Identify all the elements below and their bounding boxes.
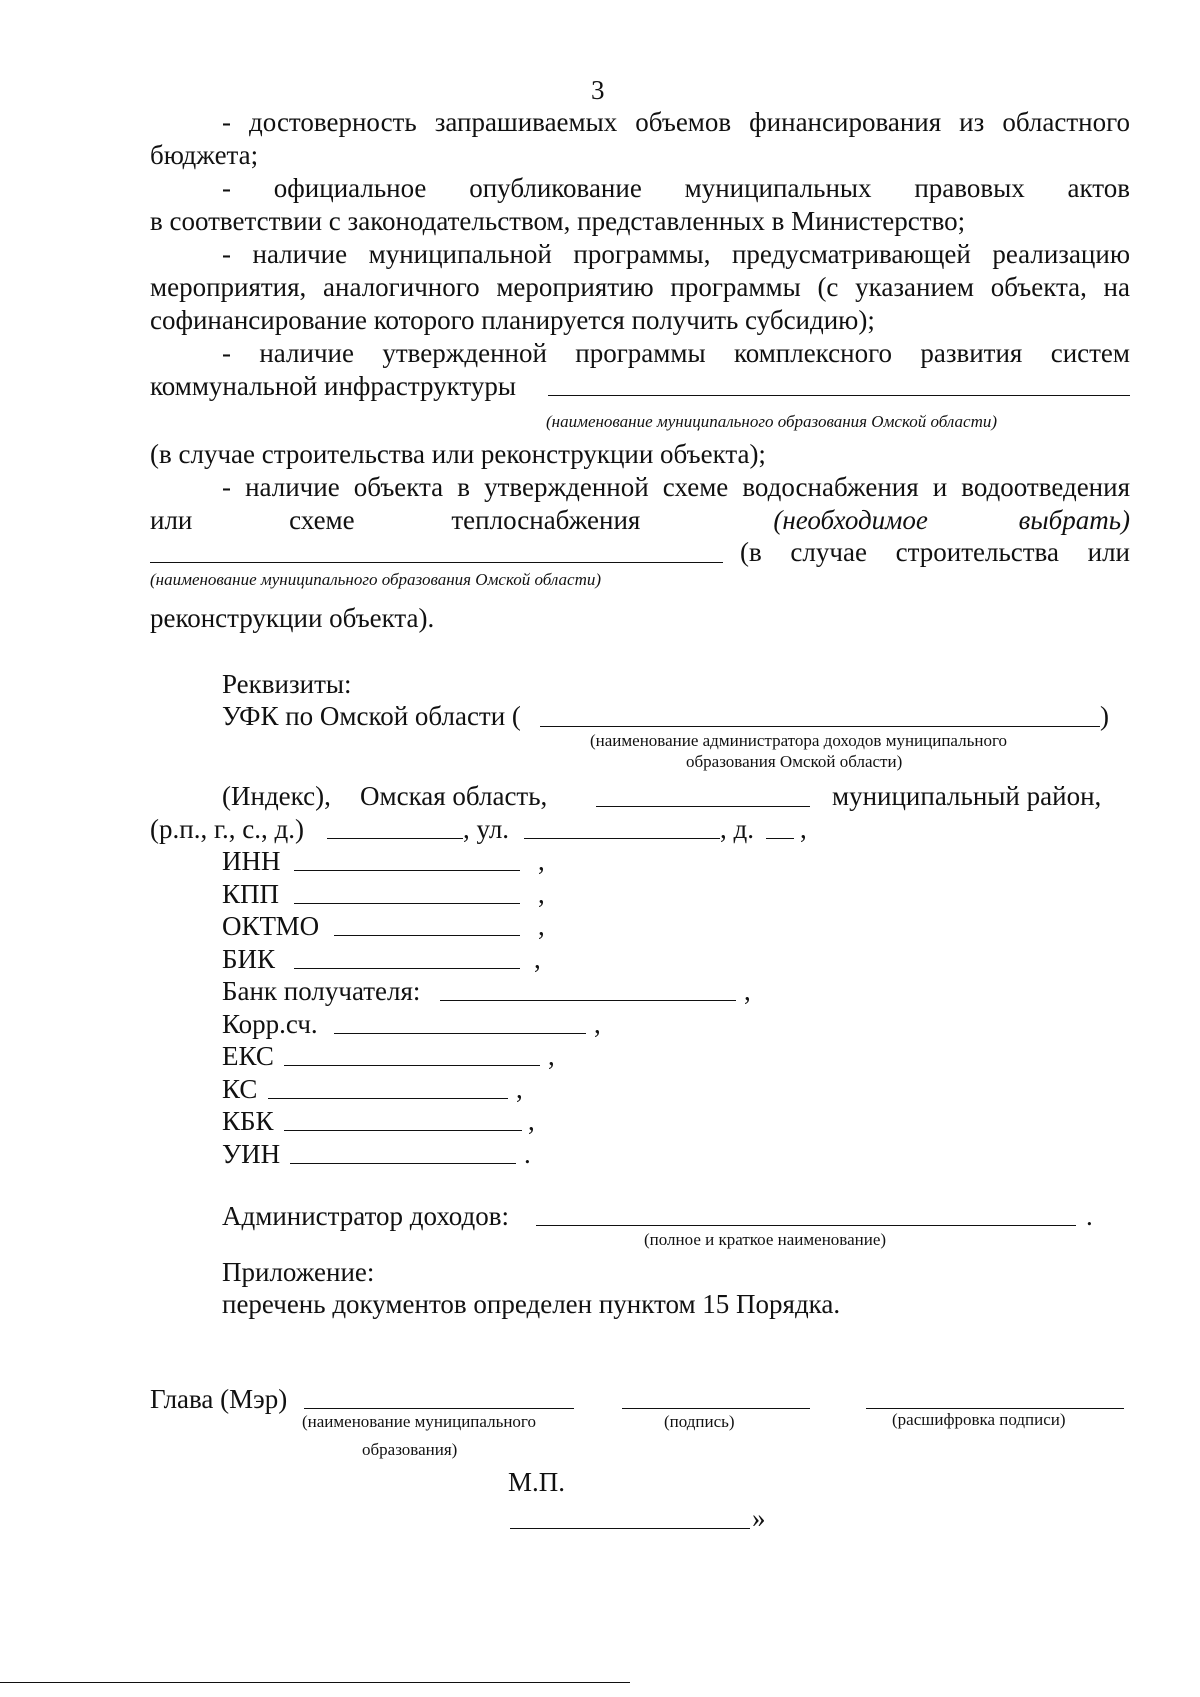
scheme-name-caption: (наименование муниципального образования Омской области): [150, 570, 602, 589]
ufk-name-blank: [540, 726, 1100, 727]
para-5-line-2-or: [150, 504, 1130, 536]
administrator-caption: (полное и краткое наименование): [644, 1230, 887, 1249]
para-1-line-1: - достоверность запрашиваемых объемов финансирования из областного: [222, 107, 1130, 137]
field-uin-blank: [290, 1163, 516, 1164]
field-oktmo-end: ,: [538, 911, 545, 941]
appendix-text: перечень документов определен пунктом 15 Порядка.: [222, 1289, 841, 1319]
field-kbk-label: КБК: [222, 1106, 274, 1136]
administrator-blank: [536, 1225, 1076, 1226]
address-locality: (р.п., г., с., д.): [150, 814, 304, 844]
para-3-line-3: софинансирование которого планируется получить субсидию);: [150, 305, 875, 335]
address-house: , д.: [720, 814, 754, 844]
locality-blank: [327, 838, 463, 839]
para-5-line-2-plain: или схеме теплоснабжения: [150, 505, 641, 535]
para-2-line-1: - официальное опубликование муниципальных правовых актов: [222, 173, 1130, 203]
administrator-label: Администратор доходов:: [222, 1201, 510, 1231]
field-inn-label: ИНН: [222, 846, 281, 876]
infrastructure-name-blank: [548, 395, 1130, 396]
appendix-heading: Приложение:: [222, 1257, 375, 1287]
field-ks-blank: [268, 1098, 508, 1099]
stamp-place: М.П.: [508, 1467, 566, 1497]
municipality-name-blank: [304, 1408, 574, 1409]
house-blank: [766, 838, 794, 839]
caption-signature: (подпись): [664, 1412, 735, 1431]
signature-decode-blank: [866, 1408, 1124, 1409]
signature-blank: [622, 1408, 810, 1409]
field-bik-label: БИК: [222, 944, 276, 974]
address-index: (Индекс),: [222, 781, 331, 811]
closing-quote: »: [752, 1503, 766, 1533]
field-uin-end: .: [524, 1139, 531, 1169]
field-kpp-blank: [294, 903, 520, 904]
para-2-line-2: в соответствии с законодательством, представленных в Министерство;: [150, 206, 966, 236]
para-5-line-3: (в случае строительства или: [740, 537, 1130, 567]
region-blank: [596, 806, 810, 807]
field-uin-label: УИН: [222, 1139, 281, 1169]
ufk-close-paren: ): [1100, 701, 1109, 731]
field-kpp-end: ,: [538, 879, 545, 909]
head-label: Глава (Мэр): [150, 1384, 288, 1414]
field-eks-label: ЕКС: [222, 1041, 274, 1071]
requisites-heading: Реквизиты:: [222, 669, 352, 699]
para-3-line-2: мероприятия, аналогичного мероприятию программы (с указанием объекта, на: [150, 272, 1130, 302]
field-corr-blank: [334, 1033, 586, 1034]
scheme-name-blank: [150, 562, 723, 563]
field-kbk-blank: [284, 1130, 522, 1131]
para-1-line-2: бюджета;: [150, 140, 259, 170]
ufk-label: УФК по Омской области (: [222, 701, 521, 731]
field-ks-label: КС: [222, 1074, 258, 1104]
field-eks-blank: [284, 1065, 540, 1066]
street-blank: [524, 838, 720, 839]
ufk-caption-line-1: (наименование администратора доходов муниципального: [590, 731, 1008, 750]
field-bank-label: Банк получателя:: [222, 976, 421, 1006]
field-corr-end: ,: [594, 1009, 601, 1039]
field-bank-end: ,: [744, 976, 751, 1006]
field-corr-label: Корр.сч.: [222, 1009, 318, 1039]
para-4-line-3: (в случае строительства или реконструкции объекта);: [150, 439, 766, 469]
para-5-line-4: реконструкции объекта).: [150, 603, 435, 633]
field-bik-blank: [294, 968, 520, 969]
ufk-caption-line-2: образования Омской области): [686, 752, 903, 771]
para-4-line-1: - наличие утвержденной программы комплексного развития систем: [222, 338, 1130, 368]
field-inn-end: ,: [538, 846, 545, 876]
address-end: ,: [800, 814, 807, 844]
caption-municipality-line-1: (наименование муниципального: [302, 1412, 536, 1431]
para-3-line-1: - наличие муниципальной программы, предусматривающей реализацию: [222, 239, 1130, 269]
administrator-end: .: [1086, 1201, 1093, 1231]
para-4-line-2: коммунальной инфраструктуры: [150, 371, 516, 401]
field-kpp-label: КПП: [222, 879, 280, 909]
caption-municipality-line-2: образования): [362, 1440, 458, 1459]
address-district: муниципальный район,: [832, 781, 1102, 811]
field-eks-end: ,: [548, 1041, 555, 1071]
field-oktmo-label: ОКТМО: [222, 911, 320, 941]
field-kbk-end: ,: [528, 1106, 535, 1136]
field-ks-end: ,: [516, 1074, 523, 1104]
para-5-line-2-italic: (необходимое выбрать): [773, 505, 1130, 535]
caption-signature-decode: (расшифровка подписи): [892, 1410, 1066, 1429]
field-bik-end: ,: [534, 944, 541, 974]
date-blank: [510, 1528, 750, 1529]
para-5-line-1: - наличие объекта в утвержденной схеме водоснабжения и водоотведения: [222, 472, 1130, 502]
field-oktmo-blank: [334, 935, 520, 936]
field-bank-blank: [440, 1000, 736, 1001]
field-inn-blank: [294, 870, 520, 871]
infrastructure-name-caption: (наименование муниципального образования Омской области): [546, 412, 998, 431]
page-number: 3: [591, 75, 605, 105]
address-region: Омская область,: [360, 781, 548, 811]
address-street: , ул.: [463, 814, 510, 844]
scan-edge-line: [0, 1682, 630, 1683]
